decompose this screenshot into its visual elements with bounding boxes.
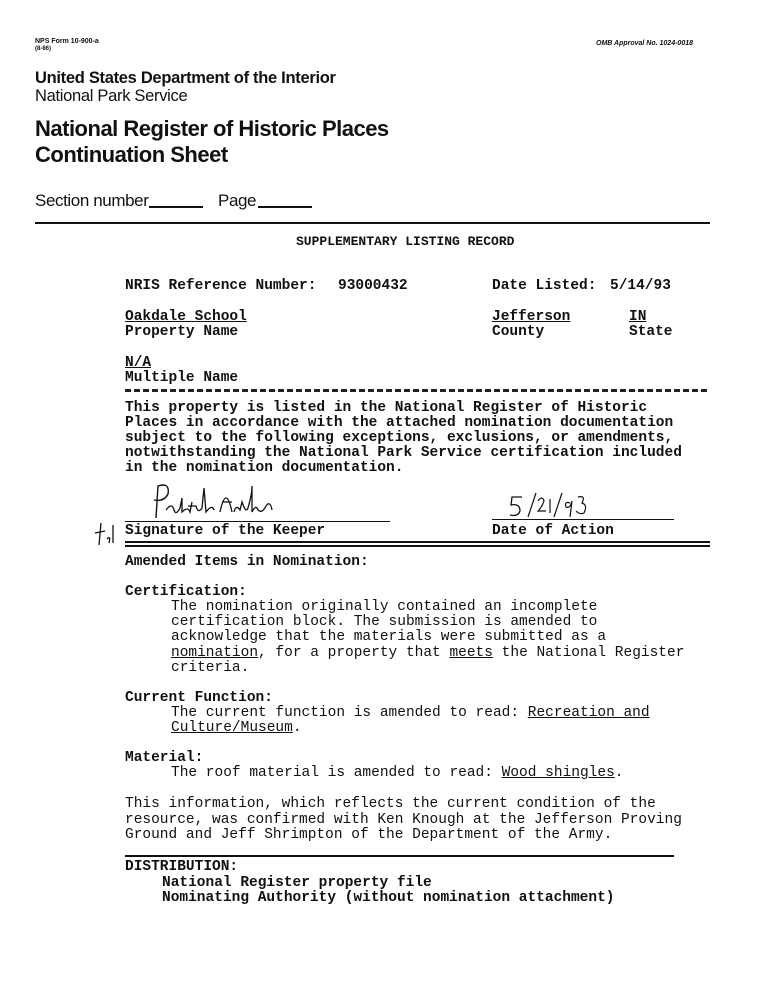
distribution-item: National Register property file <box>162 875 432 891</box>
info-text: resource, was confirmed with Ken Knough at the Jefferson Proving <box>125 812 682 828</box>
function-fragment: The current function is amended to read: <box>171 705 528 721</box>
certification-text: acknowledge that the materials were submitted as a <box>171 629 607 645</box>
certification-text: criteria. <box>171 660 250 676</box>
section-number-blank <box>149 206 203 208</box>
function-text <box>171 721 302 737</box>
certification-fragment: , for a property that <box>258 645 450 661</box>
statement-line: This property is listed in the National Register of Historic <box>125 400 648 416</box>
function-fragment: . <box>292 720 302 736</box>
form-title: National Register of Historic Places <box>35 116 389 141</box>
keeper-signature <box>148 480 278 522</box>
statement-line: notwithstanding the National Park Service certification included <box>125 445 682 461</box>
dashed-divider <box>125 389 710 392</box>
multiple-name-label: Multiple Name <box>125 370 239 386</box>
statement-line: in the nomination documentation. <box>125 460 404 476</box>
property-name-value: Oakdale School <box>125 309 247 325</box>
material-fragment: . <box>614 765 624 781</box>
material-value: Wood shingles <box>501 765 615 781</box>
form-date: (8-86) <box>35 46 52 52</box>
action-date-handwritten <box>508 491 592 521</box>
function-value: Culture/Museum <box>171 720 293 736</box>
material-text <box>171 766 623 782</box>
distribution-heading: DISTRIBUTION: <box>125 859 239 875</box>
function-value: Recreation and <box>527 705 650 721</box>
state-value: IN <box>629 309 647 325</box>
date-listed-value: 5/14/93 <box>610 278 671 294</box>
department-name: United States Department of the Interior <box>35 69 336 87</box>
section-number-label: Section number <box>35 191 149 210</box>
state-label: State <box>629 324 673 340</box>
nris-value: 93000432 <box>338 278 408 294</box>
header-rule <box>35 222 710 224</box>
date-of-action-label: Date of Action <box>492 523 614 539</box>
function-heading: Current Function: <box>125 690 273 706</box>
signature-label: Signature of the Keeper <box>125 523 326 539</box>
distribution-item: Nominating Authority (without nomination attachment) <box>162 890 615 906</box>
material-heading: Material: <box>125 750 204 766</box>
nris-label: NRIS Reference Number: <box>125 278 317 294</box>
property-name-label: Property Name <box>125 324 239 340</box>
certification-fragment: the National Register <box>492 645 685 661</box>
certification-text: The nomination originally contained an incomplete <box>171 599 598 615</box>
multiple-name-value: N/A <box>125 355 152 371</box>
certification-text: certification block. The submission is amended to <box>171 614 598 630</box>
record-heading: SUPPLEMENTARY LISTING RECORD <box>296 234 515 249</box>
page-label: Page <box>218 191 257 210</box>
form-id: NPS Form 10-900-a <box>35 38 99 45</box>
agency-name: National Park Service <box>35 87 188 105</box>
margin-initials <box>93 521 119 547</box>
distribution-rule <box>125 855 674 857</box>
info-text: This information, which reflects the current condition of the <box>125 796 656 812</box>
statement-line: subject to the following exceptions, exclusions, or amendments, <box>125 430 674 446</box>
meets-term: meets <box>449 645 493 661</box>
double-divider <box>125 541 710 547</box>
certification-heading: Certification: <box>125 584 247 600</box>
info-text: Ground and Jeff Shrimpton of the Department of the Army. <box>125 827 613 843</box>
nomination-term: nomination <box>171 645 259 661</box>
amended-heading: Amended Items in Nomination: <box>125 554 369 570</box>
page-blank <box>258 206 312 208</box>
county-value: Jefferson <box>492 309 571 325</box>
county-label: County <box>492 324 545 340</box>
material-fragment: The roof material is amended to read: <box>171 765 502 781</box>
omb-approval: OMB Approval No. 1024-0018 <box>596 40 693 47</box>
statement-line: Places in accordance with the attached nomination documentation <box>125 415 674 431</box>
form-subtitle: Continuation Sheet <box>35 142 228 167</box>
date-listed-label: Date Listed: <box>492 278 597 294</box>
date-of-action-line <box>492 519 674 520</box>
